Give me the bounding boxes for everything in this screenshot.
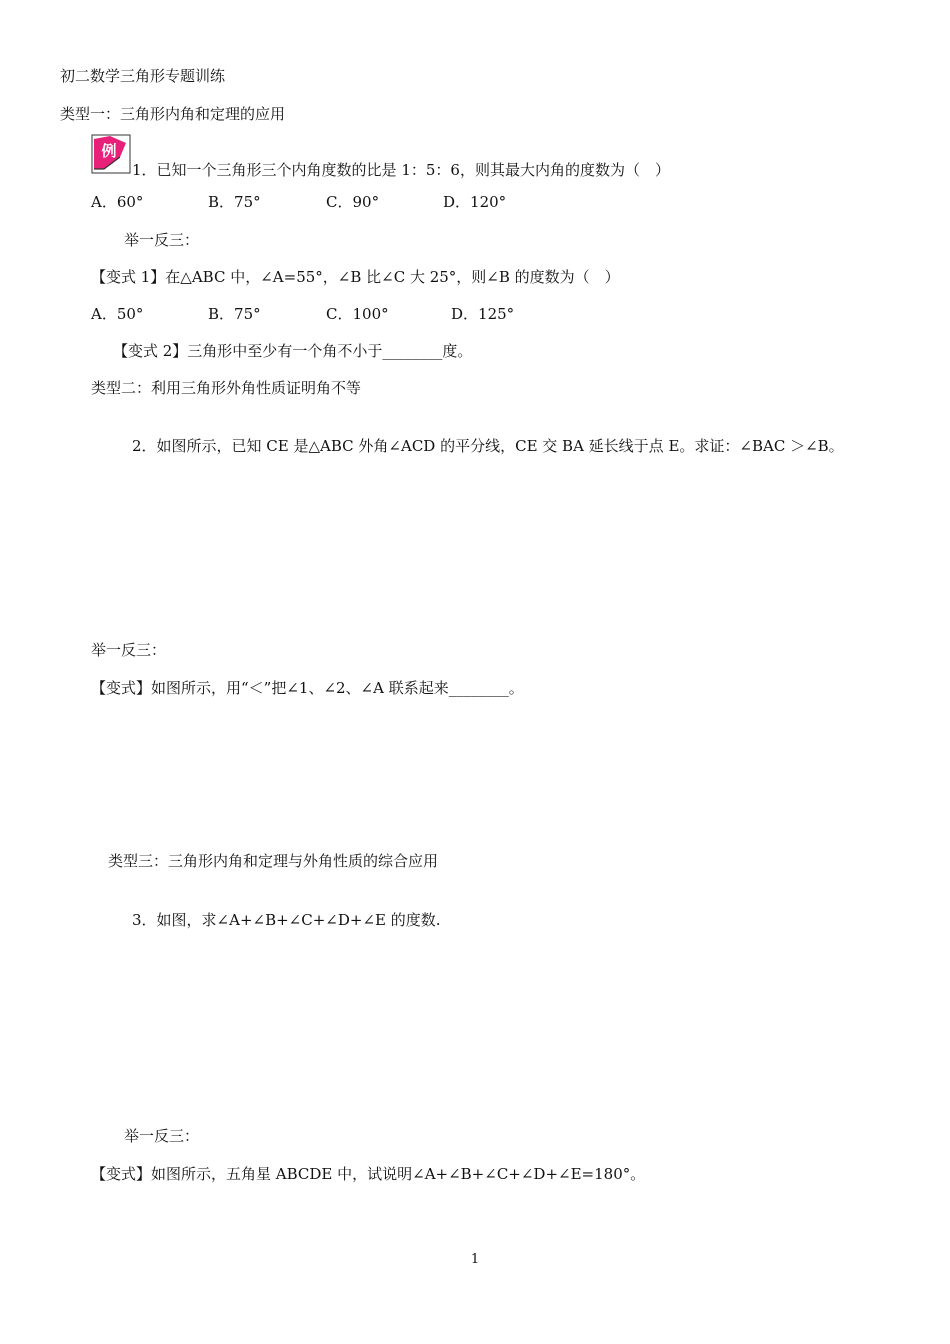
variant-2: 【变式 2】三角形中至少有一个角不小于________度。	[113, 342, 473, 360]
page-number: 1	[470, 1252, 480, 1267]
variant1-option-c: C．100°	[326, 305, 389, 323]
q1-option-b: B．75°	[208, 193, 261, 211]
variant1-option-a: A．50°	[91, 305, 144, 323]
type3-heading: 类型三：三角形内角和定理与外角性质的综合应用	[108, 852, 439, 870]
variant-2b: 【变式】如图所示，用“＜”把∠1、∠2、∠A 联系起来________。	[91, 679, 524, 697]
q1-option-a: A．60°	[91, 193, 144, 211]
example-badge-label: 例	[101, 142, 117, 160]
example-badge-icon	[90, 133, 132, 175]
practice-label-2: 举一反三：	[91, 641, 167, 659]
variant1-option-b: B．75°	[208, 305, 261, 323]
variant1-option-d: D．125°	[451, 305, 515, 323]
type1-heading: 类型一：三角形内角和定理的应用	[60, 105, 286, 123]
question-2: 2．如图所示，已知 CE 是△ABC 外角∠ACD 的平分线，CE 交 BA 延长线于点 E。求证：∠BAC ＞∠B。	[132, 437, 844, 455]
question-3: 3．如图，求∠A+∠B+∠C+∠D+∠E 的度数.	[132, 911, 441, 929]
practice-label-1: 举一反三：	[124, 231, 200, 249]
type2-heading: 类型二：利用三角形外角性质证明角不等	[91, 379, 362, 397]
practice-label-3: 举一反三：	[124, 1127, 200, 1145]
variant-3: 【变式】如图所示，五角星 ABCDE 中，试说明∠A+∠B+∠C+∠D+∠E=180°。	[91, 1165, 646, 1183]
question-1: 1．已知一个三角形三个内角度数的比是 1：5：6，则其最大内角的度数为（ ）	[132, 161, 670, 179]
q1-option-c: C．90°	[326, 193, 380, 211]
q1-option-d: D．120°	[443, 193, 507, 211]
variant-1: 【变式 1】在△ABC 中，∠A=55°，∠B 比∠C 大 25°，则∠B 的度数为（ ）	[91, 268, 620, 286]
doc-title: 初二数学三角形专题训练	[60, 67, 226, 85]
